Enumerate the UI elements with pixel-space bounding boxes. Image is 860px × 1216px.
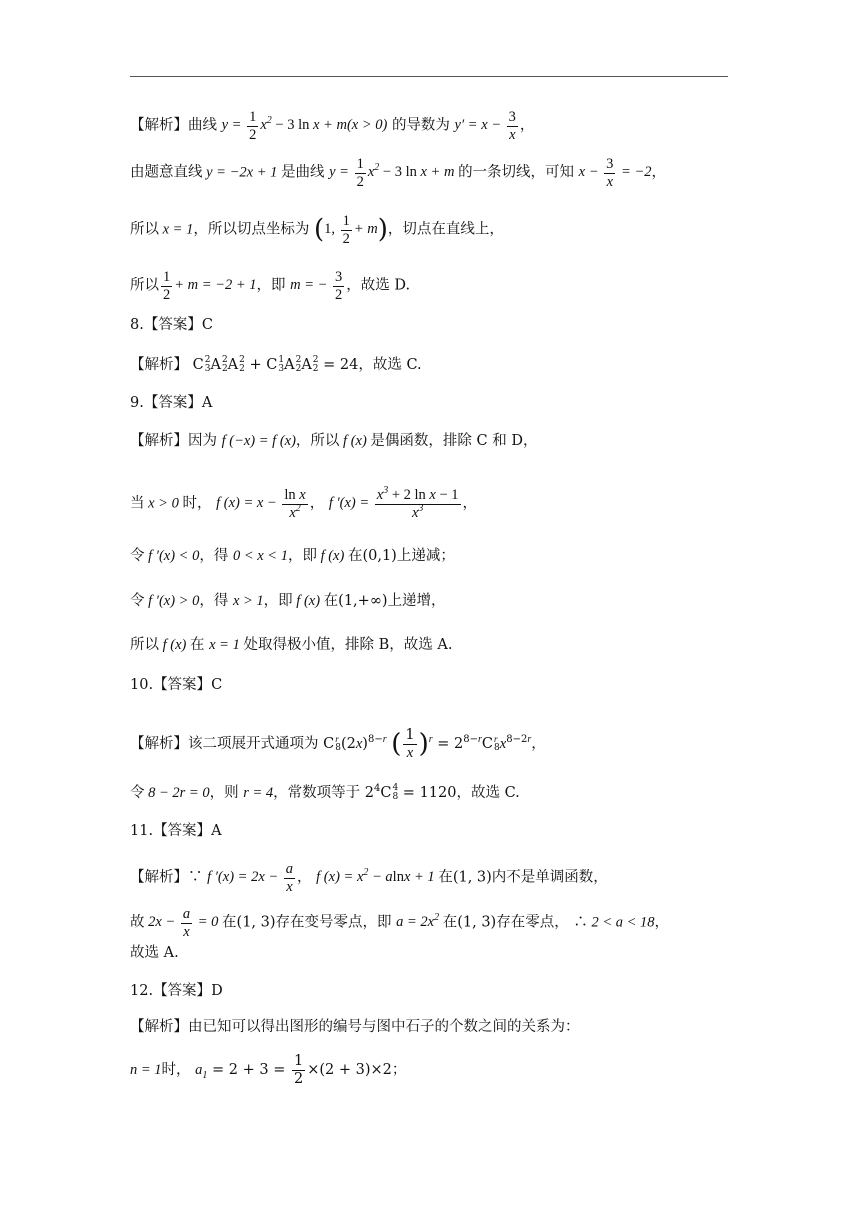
q7-solution-line-4: 所以 $\frac{1}{2}$ + m = −2 + 1，即 m = − $\frac{3}{2}$ ，故选 D. <box>130 269 411 303</box>
q11-answer: A <box>211 823 222 839</box>
q12-solution-line-2: n = 1时， $a_1 = 2 + 3$ = $\frac{1}{2}$ ×(2 + 3)×2； <box>130 1053 407 1087</box>
q9-answer: A <box>201 395 213 411</box>
q9-solution-line-5: 所以 f (x) 在 x = 1 处取得极小值，排除 B，故选 A. <box>130 637 453 653</box>
q12-answer: D <box>211 983 223 999</box>
q11-solution-line-1: 【解析】∵ f ′(x) = 2x − $\frac{a}{x}$ ， f $(x) = x^2 - alnx + 1$ 在(1, 3)内不是单调函数， <box>130 861 608 895</box>
q9-solution-line-1: 【解析】因为 f (−x) = f (x)，所以 f (x) 是偶函数，排除 C 和 D， <box>130 433 538 449</box>
q7-solution-line-1: 【解析】曲线 y = $\frac{1}{2}$ $x^2 - 3$ ln x + m(x > 0) 的导数为 y′ = x − $\frac{3}{x}$ ， <box>130 109 535 143</box>
q7-solution-line-2: 由题意直线 y = −2x + 1 是曲线 y = $\frac{1}{2}$ $x^2 - 3$ ln x + m 的一条切线，可知 x − $\frac{3}{x}$ = −2， <box>130 156 666 190</box>
q11-solution-line-2: 故 2x − $\frac{a}{x}$ = 0 在(1, 3)存在变号零点，即 $a = 2x^2$ 在(1, 3)存在零点， ∴ 2 < a < 18， <box>130 906 670 940</box>
q10-answer-line: 10.【答案】C <box>130 677 223 693</box>
q7-solution-line-3: 所以 x = 1，所以切点坐标为 (1, $\frac{1}{2}$ + m)，切点在直线上， <box>130 213 504 247</box>
q11-solution-line-3: 故选 A. <box>130 945 179 961</box>
q9-solution-line-2: 当 x > 0 时， f (x) = x − $\frac{\text{ln x}}{x^2}$ ， f ′(x) = $\frac{x^3 + 2 \ln x - 1}{x^3}$ ， <box>130 485 478 521</box>
q10-answer: C <box>211 677 223 693</box>
q8-solution-line: 【解析】 C 2 3 A 2 2 A 2 2 + C 1 3 A 2 2 A 2 2 = 24，故选 C. <box>130 355 422 374</box>
q12-solution-line-1: 【解析】由已知可以得出图形的编号与图中石子的个数之间的关系为： <box>130 1019 580 1035</box>
q12-answer-line: 12.【答案】D <box>130 983 223 999</box>
q9-solution-line-3: 令 f ′(x) < 0，得 0 < x < 1，即 f (x) 在(0,1)上递减； <box>130 548 455 564</box>
header-rule <box>130 76 728 77</box>
q9-solution-line-4: 令 f ′(x) > 0，得 x > 1，即 f (x) 在(1,+∞)上递增， <box>130 593 446 609</box>
q8-answer-line: 8.【答案】C <box>130 317 213 333</box>
q11-answer-line: 11.【答案】A <box>130 823 222 839</box>
q8-answer: C <box>201 317 213 333</box>
q10-solution-line-1: 【解析】该二项展开式通项为 C r 8 $(2x)^{8-r}$ ( $\frac{1}{x}$ )$^r = 2^{8-r}C$ r 8 $x^{8-2r}$， <box>130 727 546 761</box>
solution-label: 【解析】 <box>130 117 188 134</box>
q10-solution-line-2: 令 8 − 2r = 0，则 r = 4，常数项等于 $2^4C$ 4 8 = 1120，故选 C. <box>130 783 520 802</box>
q9-answer-line: 9.【答案】A <box>130 395 213 411</box>
